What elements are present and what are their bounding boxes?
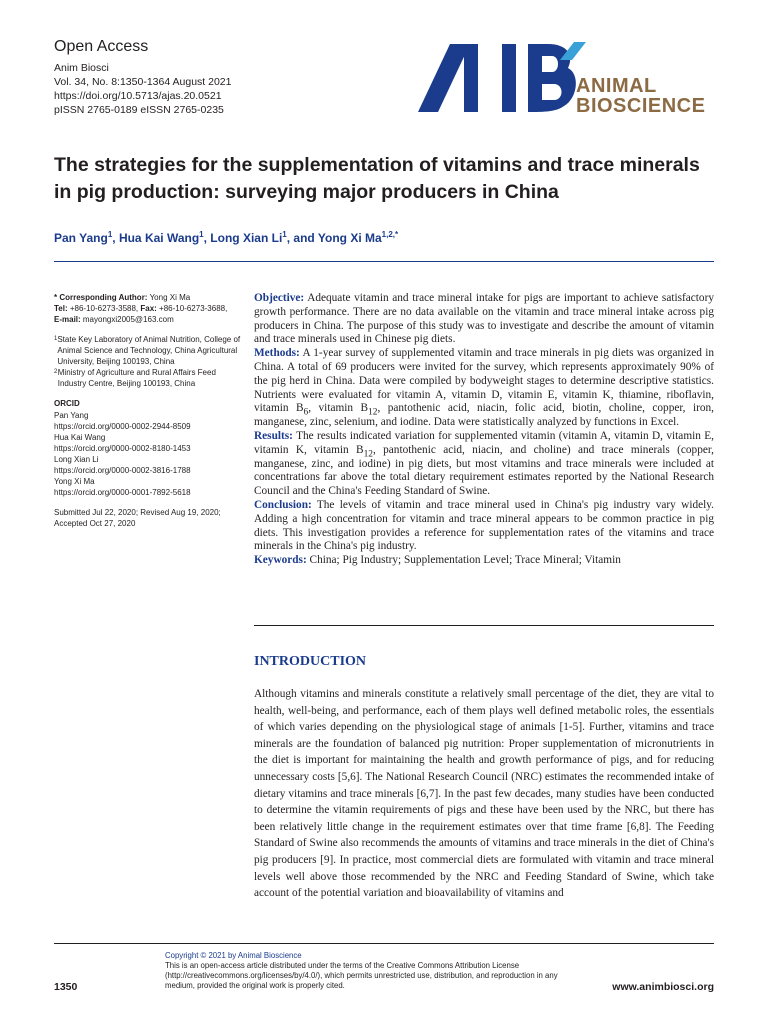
methods-text: , pantothenic acid, niacin, folic acid, biotin, choline, copper, iron, manganese, zinc, selenium, and iodine. Data were statistically analyzed by functions in Excel. [254,402,714,429]
subscript: 6 [303,407,309,418]
objective-label: Objective: [254,292,305,304]
affiliation-num: 2 [54,369,58,375]
orcid-name: Long Xian Li [54,455,99,464]
introduction-text: Although vitamins and minerals constitute a relatively small percentage of the diet, they are vital to health, well-being, and performance, each of them plays well defined metabolic roles, the essentials of which varies depending on the physiological stage of animals [1-5]. Further, vitamins and trace minerals are the foundation of balanced pig nutrition: Proper supplementation of micronutrients in the diet is important for maintaining the health and growth performance of pigs, and for reducing unnecessary costs [5,6]. The National Research Council (NRC) estimates the recommended intake of dietary vitamins and trace minerals [6,7]. In the past few decades, many studies have been conducted to determine the vitamin requirements of pigs and these have been used by the NRC, but there has been relatively little change in the requirement estimates over that time frame [6,8]. The Feeding Standard of Swine also recommends the amounts of vitamins and trace minerals in the diet of China's pig producers [9]. In practice, most commercial diets are formulated with vitamin and trace mineral levels well above those recommended by the NRC and Feeding Standard of Swine, which take account of the potential variation and bioavailability of vitamins and [254,688,714,900]
author-name[interactable]: Hua Kai Wang [118,231,200,245]
orcid-link[interactable]: https://orcid.org/0000-0002-3816-1788 [54,466,191,475]
logo-stroke-a1 [418,44,470,112]
abstract-divider [254,625,714,626]
author-sep: , [203,231,211,245]
affiliation-num: 1 [54,336,58,342]
affiliation-item [54,334,244,367]
email-link[interactable]: mayongxi2005@163.com [80,315,174,324]
conclusion-label: Conclusion: [254,498,312,511]
website-link[interactable]: www.animbiosci.org [612,981,714,993]
orcid-name: Hua Kai Wang [54,433,106,442]
article-sidebar [54,292,244,538]
license-text: This is an open-access article distributed under the terms of the Creative Commons Attribution License (http://creativecommons.org/licenses/by/4.0/), which permits unrestricted use, distribution, and reproduction in any medium, provided the original work is properly cited. [165,961,558,990]
footer-license [165,951,565,991]
methods-text: A 1-year survey of supplemented vitamin and trace minerals in pig diets was organized in China. A total of 69 producers were invited for the survey, which represents approximately 90% of the pig herd in China. Data were compiled by bodyweight stages to determine descriptive statistics. Nutrients were evaluated for vitamin A, vitamin D, vitamin E, vitamin K, thiamine, riboflavin, vitamin B [254,347,714,415]
orcid-heading: ORCID [54,399,80,408]
keywords-label: Keywords: [254,554,307,567]
affiliation-text: State Key Laboratory of Animal Nutrition, College of Animal Science and Technology, China Agricultural University, Beijing 100193, China [57,335,241,366]
results-text: , pantothenic acid, niacin, and choline) and trace minerals (copper, manganese, zinc, and iodine) in pig diets, but most vitamins and trace minerals were included at concentrations far above the total dietary requirement estimates reported by the National Research Council and the China's Feeding Standard of Swine. [254,443,714,498]
orcid-name: Yong Xi Ma [54,477,95,486]
affiliation-item [54,367,244,389]
orcid-link[interactable]: https://orcid.org/0000-0001-7892-5618 [54,488,191,497]
affiliation-text: Ministry of Agriculture and Rural Affairs Feed Industry Centre, Beijing 100193, China [57,368,216,388]
abstract-conclusion [254,499,714,554]
author-list [54,231,398,245]
issn-info: pISSN 2765-0189 eISSN 2765-0235 [54,104,224,116]
logo-stroke-i [502,44,516,112]
abstract-methods [254,347,714,430]
orcid-section [54,398,244,498]
methods-text: , vitamin B [308,402,369,415]
page-number: 1350 [54,981,78,993]
open-access-label: Open Access [54,38,149,55]
abstract [254,292,714,568]
logo-wordmark [576,76,705,116]
author-sep: , [112,231,119,245]
keywords [254,554,714,568]
objective-text: Adequate vitamin and trace mineral intake for pigs are important to achieve satisfactory growth performance. There are no data available on the vitamin and trace mineral intake across pig producers in China. The purpose of this study was to investigate and describe the amount of vitamin and trace minerals used in Chinese pig diets. [254,292,714,346]
orcid-link[interactable]: https://orcid.org/0000-0002-2944-8509 [54,422,191,431]
abstract-results [254,430,714,499]
author-sup: 1 [199,230,204,239]
author-sup: 1 [282,230,287,239]
author-sep: , and [286,231,318,245]
corr-label: * Corresponding Author: [54,293,148,302]
introduction-heading: INTRODUCTION [254,654,367,669]
author-name[interactable]: Long Xian Li [210,231,283,245]
fax-label: Fax: [140,304,157,313]
author-sup: 1 [107,230,113,239]
header-divider [54,261,714,262]
corr-name: Yong Xi Ma [147,293,191,302]
methods-label: Methods: [254,347,300,360]
email-label: E-mail: [54,315,81,324]
orcid-link[interactable]: https://orcid.org/0000-0002-8180-1453 [54,444,191,453]
article-title: The strategies for the supplementation of vitamins and trace minerals in pig production: surveying major producers in China [54,154,700,203]
affiliations [54,334,244,389]
conclusion-text: The levels of vitamin and trace mineral used in China's pig industry vary widely. Adding a high concentration for vitamin and trace mineral appears to be common practice in pig diets. This investigation provides a reference for supplementation rates of the vitamins and trace minerals in the China's pig industry. [254,498,714,553]
tel-value: +86-10-6273-3588, [67,304,141,313]
logo-line1: ANIMAL [576,75,657,97]
abstract-objective [254,292,714,347]
corresponding-author [54,292,244,325]
volume-info: Vol. 34, No. 8:1350-1364 August 2021 [54,76,232,88]
subscript: 12 [363,449,373,460]
orcid-name: Pan Yang [54,411,89,420]
tel-label: Tel: [54,304,68,313]
author-name[interactable]: Yong Xi Ma [317,231,382,245]
results-label: Results: [254,429,293,442]
journal-name: Anim Biosci [54,62,109,74]
author-sup: 1,2,* [381,230,399,239]
doi-link[interactable]: https://doi.org/10.5713/ajas.20.0521 [54,90,222,102]
keywords-text: China; Pig Industry; Supplementation Level; Trace Mineral; Vitamin [306,554,621,567]
logo-line2: BIOSCIENCE [576,95,706,117]
fax-value: +86-10-6273-3688, [156,304,228,313]
author-name[interactable]: Pan Yang [54,231,108,245]
journal-header [54,38,231,117]
submission-dates: Submitted Jul 22, 2020; Revised Aug 19, 2020; Accepted Oct 27, 2020 [54,508,221,528]
copyright-text: Copyright © 2021 by Animal Bioscience [165,951,302,960]
footer-divider [54,943,714,944]
results-text: The results indicated variation for supplemented vitamin (vitamin A, vitamin D, vitamin E, vitamin K, vitamin B [254,429,714,456]
subscript: 12 [368,407,378,418]
logo-stroke-a2 [464,44,478,112]
